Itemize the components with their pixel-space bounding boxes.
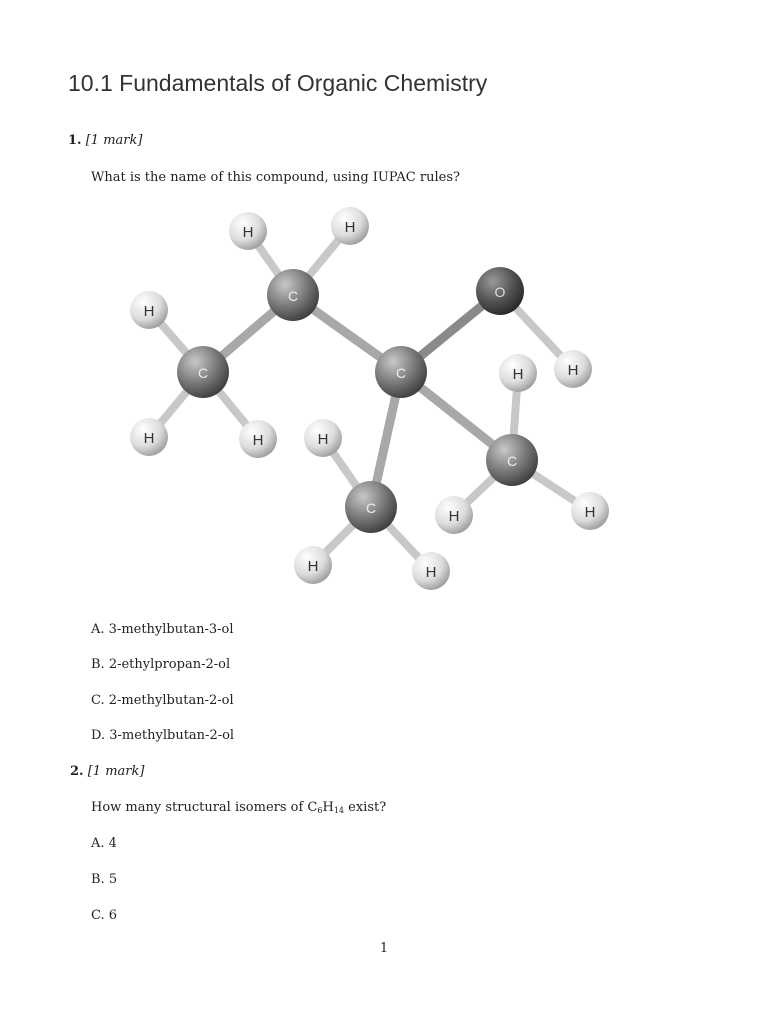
svg-text:O: O: [494, 284, 506, 300]
svg-text:H: H: [143, 303, 155, 320]
question-1-option-a[interactable]: A. 3-methylbutan-3-ol: [91, 622, 234, 637]
hydrogen-atom: [331, 207, 369, 245]
carbon-atom: [177, 346, 229, 398]
svg-text:H: H: [584, 504, 596, 521]
question-1-number: 1.: [68, 133, 82, 148]
svg-text:H: H: [242, 224, 254, 241]
hydrogen-atom: [412, 552, 450, 590]
carbon-atom: [375, 346, 427, 398]
svg-text:C: C: [365, 500, 377, 516]
svg-text:C: C: [287, 288, 299, 304]
svg-text:H: H: [307, 558, 319, 575]
page-title: 10.1 Fundamentals of Organic Chemistry: [68, 70, 488, 96]
svg-text:H: H: [143, 430, 155, 447]
hydrogen-atom: [229, 212, 267, 250]
hydrogen-atom: [571, 492, 609, 530]
hydrogen-atom: [130, 418, 168, 456]
question-2-text: How many structural isomers of $C_6H_{14}$ exist?: [91, 800, 387, 815]
carbon-atom: [267, 269, 319, 321]
svg-text:H: H: [344, 219, 356, 236]
svg-text:H: H: [448, 508, 460, 525]
question-1-mark: [1 mark]: [85, 133, 143, 148]
hydrogen-atom: [304, 419, 342, 457]
question-2-mark: [1 mark]: [87, 764, 145, 779]
question-1-header: [68, 133, 142, 148]
svg-text:H: H: [425, 564, 437, 581]
question-1-option-d[interactable]: D. 3-methylbutan-2-ol: [91, 728, 235, 743]
hydrogen-atom: [294, 546, 332, 584]
svg-text:H: H: [252, 432, 264, 449]
svg-text:C: C: [197, 365, 209, 381]
svg-text:H: H: [567, 362, 579, 379]
svg-text:H: H: [317, 431, 329, 448]
question-1-text: What is the name of this compound, using IUPAC rules?: [91, 170, 460, 185]
question-2-option-c[interactable]: C. 6: [91, 908, 118, 923]
question-2-option-b[interactable]: B. 5: [91, 872, 118, 887]
carbon-atom: [486, 434, 538, 486]
oxygen-atom: [476, 267, 524, 315]
svg-text:C: C: [506, 453, 518, 469]
carbon-atom: [345, 481, 397, 533]
question-2-number: 2.: [70, 764, 84, 779]
hydrogen-atom: [239, 420, 277, 458]
question-1-option-b[interactable]: B. 2-ethylpropan-2-ol: [91, 657, 231, 672]
svg-text:H: H: [512, 366, 524, 383]
hydrogen-atom: [435, 496, 473, 534]
question-2-option-a[interactable]: A. 4: [91, 836, 117, 851]
hydrogen-atom: [554, 350, 592, 388]
question-2-header: [70, 764, 144, 779]
hydrogen-atom: [499, 354, 537, 392]
molecule-diagram: [120, 200, 620, 600]
question-1-option-c[interactable]: C. 2-methylbutan-2-ol: [91, 693, 234, 708]
page-number: 1: [379, 941, 389, 956]
hydrogen-atom: [130, 291, 168, 329]
svg-text:C: C: [395, 365, 407, 381]
